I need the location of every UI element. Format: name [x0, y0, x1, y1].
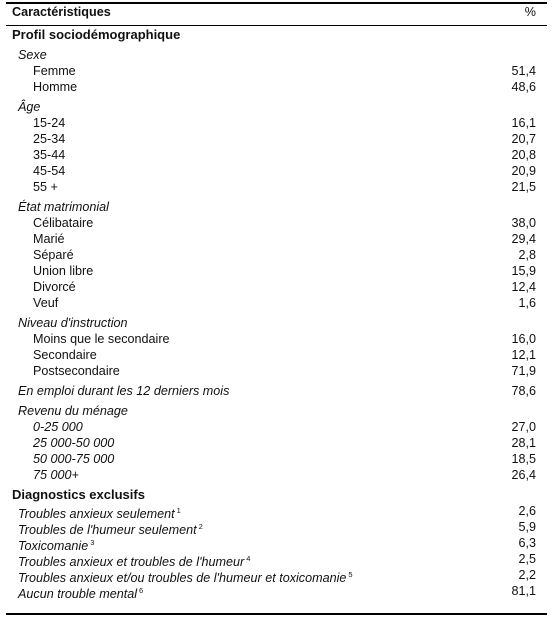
row-label: Veuf — [33, 296, 59, 310]
table-row — [0, 115, 554, 131]
row-label: 50 000-75 000 — [33, 452, 115, 466]
row-value: 2,6 — [518, 504, 536, 518]
table-row — [0, 147, 554, 163]
row-value: 48,6 — [511, 80, 536, 94]
row-label: 55 + — [33, 180, 58, 194]
row-value: 1,6 — [518, 296, 536, 310]
table-row — [0, 451, 554, 467]
table-row — [0, 347, 554, 363]
table-row — [0, 295, 554, 311]
row-label: Troubles anxieux et troubles de l'humeur $^4$ — [18, 554, 251, 569]
group-heading — [0, 199, 554, 215]
row-value: 20,8 — [511, 148, 536, 162]
table-row — [0, 279, 554, 295]
table-row — [0, 79, 554, 95]
group-heading — [0, 403, 554, 419]
row-value: 38,0 — [511, 216, 536, 230]
table-row — [0, 519, 554, 535]
footnote-marker: 2 — [198, 522, 203, 531]
row-label: Troubles de l'humeur seulement $^2$ — [18, 522, 203, 537]
row-label: Séparé — [33, 248, 74, 262]
table-row — [0, 363, 554, 379]
table-row — [0, 503, 554, 519]
group-heading — [0, 99, 554, 115]
row-value: 12,1 — [511, 348, 536, 362]
row-value: 20,9 — [511, 164, 536, 178]
row-value: 71,9 — [511, 364, 536, 378]
table-row — [0, 435, 554, 451]
table-row — [0, 567, 554, 583]
table-row — [0, 419, 554, 435]
row-label: Diagnostics exclusifs — [12, 487, 145, 502]
row-label: Femme — [33, 64, 76, 78]
row-value: 2,2 — [518, 568, 536, 582]
table-row — [0, 467, 554, 483]
row-label: Union libre — [33, 264, 94, 278]
row-label: Niveau d'instruction — [18, 316, 128, 330]
row-label: 35-44 — [33, 148, 66, 162]
row-label: Divorcé — [33, 280, 76, 294]
table-header — [12, 5, 536, 23]
table-row — [0, 179, 554, 195]
table-row — [0, 331, 554, 347]
row-label: En emploi durant les 12 derniers mois — [18, 384, 230, 398]
row-value: 15,9 — [511, 264, 536, 278]
table-row — [0, 231, 554, 247]
footnote-marker: 1 — [176, 506, 181, 515]
row-label: 0-25 000 — [33, 420, 83, 434]
row-value: 18,5 — [511, 452, 536, 466]
row-label: 15-24 — [33, 116, 66, 130]
row-value: 81,1 — [511, 584, 536, 598]
row-label: Âge — [18, 100, 41, 114]
row-value: 2,8 — [518, 248, 536, 262]
table-row — [0, 551, 554, 567]
row-value: 2,5 — [518, 552, 536, 566]
row-value: 28,1 — [511, 436, 536, 450]
row-value: 12,4 — [511, 280, 536, 294]
row-label: 45-54 — [33, 164, 66, 178]
footnote-marker: 5 — [348, 570, 353, 579]
footnote-marker: 4 — [246, 554, 251, 563]
row-label: Aucun trouble mental $^6$ — [18, 586, 144, 601]
footnote-marker: 6 — [139, 586, 144, 595]
footnote-marker: 3 — [90, 538, 95, 547]
row-value: 16,0 — [511, 332, 536, 346]
row-value: 51,4 — [511, 64, 536, 78]
row-label: 25 000-50 000 — [33, 436, 115, 450]
row-value: 5,9 — [518, 520, 536, 534]
row-value: 27,0 — [511, 420, 536, 434]
row-label: Marié — [33, 232, 65, 246]
row-label: 25-34 — [33, 132, 66, 146]
table-row — [0, 535, 554, 551]
row-label: Troubles anxieux et/ou troubles de l'humeur et toxicomanie $^5$ — [18, 570, 353, 585]
row-label: Célibataire — [33, 216, 94, 230]
row-value: 78,6 — [511, 384, 536, 398]
table-row — [0, 63, 554, 79]
row-label: Homme — [33, 80, 78, 94]
table-row — [0, 263, 554, 279]
row-label: Secondaire — [33, 348, 97, 362]
table-row — [0, 131, 554, 147]
row-value: 26,4 — [511, 468, 536, 482]
table-row — [0, 383, 554, 399]
top-rule — [6, 2, 547, 4]
row-label: Troubles anxieux seulement $^1$ — [18, 506, 181, 521]
row-label: Profil sociodémographique — [12, 27, 181, 42]
group-heading — [0, 47, 554, 63]
group-heading — [0, 315, 554, 331]
row-value: 20,7 — [511, 132, 536, 146]
table-row — [0, 583, 554, 599]
header-label: Caractéristiques — [12, 5, 111, 19]
row-label: Moins que le secondaire — [33, 332, 170, 346]
header-rule — [6, 25, 547, 26]
row-label: Revenu du ménage — [18, 404, 128, 418]
row-value: 21,5 — [511, 180, 536, 194]
row-value: 29,4 — [511, 232, 536, 246]
table-row — [0, 215, 554, 231]
bottom-rule — [6, 613, 547, 615]
row-label: Toxicomanie $^3$ — [18, 538, 95, 553]
row-label: État matrimonial — [18, 200, 109, 214]
row-label: Postsecondaire — [33, 364, 120, 378]
header-value-label: % — [524, 5, 536, 19]
row-label: 75 000+ — [33, 468, 79, 482]
section-heading — [0, 27, 554, 43]
row-label: Sexe — [18, 48, 47, 62]
section-heading — [0, 487, 554, 503]
row-value: 6,3 — [518, 536, 536, 550]
row-value: 16,1 — [511, 116, 536, 130]
table-row — [0, 163, 554, 179]
table-row — [0, 247, 554, 263]
